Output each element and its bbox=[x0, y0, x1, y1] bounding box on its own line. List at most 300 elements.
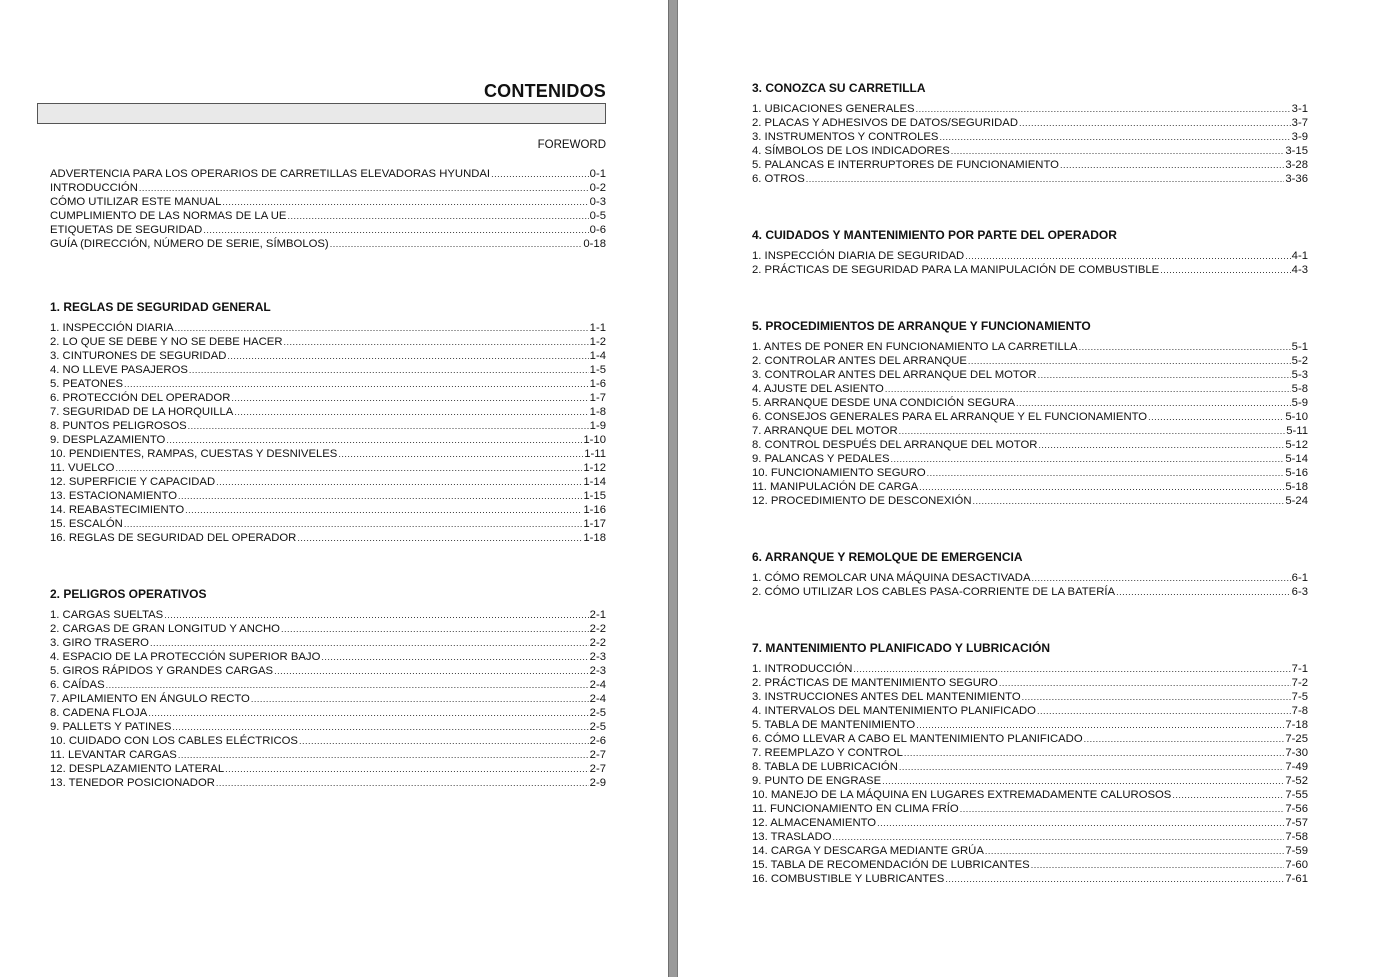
dot-leader bbox=[833, 830, 1285, 844]
toc-entry-label: 8. CADENA FLOJA bbox=[50, 707, 148, 719]
toc-entry bbox=[50, 335, 606, 349]
toc-entry-label: 13. TENEDOR POSICIONADOR bbox=[50, 777, 215, 789]
toc-entry-page: 5-18 bbox=[1285, 481, 1308, 493]
section-title: 6. ARRANQUE Y REMOLQUE DE EMERGENCIA bbox=[752, 550, 1023, 564]
dot-leader bbox=[1022, 690, 1291, 704]
toc-entry-page: 4-3 bbox=[1291, 264, 1308, 276]
toc-entry-label: 2. PRÁCTICAS DE SEGURIDAD PARA LA MANIPULACIÓN DE COMBUSTIBLE bbox=[752, 264, 1160, 276]
dot-leader bbox=[321, 650, 588, 664]
dot-leader bbox=[1084, 732, 1285, 746]
toc-entry-label: 4. INTERVALOS DEL MANTENIMIENTO PLANIFICADO bbox=[752, 705, 1036, 717]
dot-leader bbox=[1037, 704, 1291, 718]
toc-entry-page: 1-16 bbox=[583, 504, 606, 516]
toc-entry-label: 3. INSTRUMENTOS Y CONTROLES bbox=[752, 131, 939, 143]
toc-entry bbox=[50, 531, 606, 545]
toc-list bbox=[752, 340, 1308, 508]
toc-entry bbox=[50, 489, 606, 503]
toc-entry-label: 12. SUPERFICIE Y CAPACIDAD bbox=[50, 476, 216, 488]
toc-list bbox=[50, 167, 606, 251]
toc-entry-page: 7-59 bbox=[1285, 845, 1308, 857]
toc-entry-page: 7-52 bbox=[1285, 775, 1308, 787]
toc-entry-label: 9. PALANCAS Y PEDALES bbox=[752, 453, 890, 465]
toc-entry-page: 5-14 bbox=[1285, 453, 1308, 465]
dot-leader bbox=[166, 433, 582, 447]
toc-entry bbox=[752, 354, 1308, 368]
toc-entry bbox=[752, 676, 1308, 690]
toc-entry-page: 7-57 bbox=[1285, 817, 1308, 829]
dot-leader bbox=[106, 678, 589, 692]
toc-entry-page: 5-16 bbox=[1285, 467, 1308, 479]
dot-leader bbox=[919, 480, 1284, 494]
toc-entry-page: 2-2 bbox=[589, 623, 606, 635]
toc-list bbox=[752, 102, 1308, 186]
toc-entry bbox=[50, 650, 606, 664]
toc-entry-label: 1. CARGAS SUELTAS bbox=[50, 609, 164, 621]
toc-entry-page: 0-3 bbox=[589, 196, 606, 208]
dot-leader bbox=[1038, 438, 1284, 452]
toc-entry-label: 6. CONSEJOS GENERALES PARA EL ARRANQUE Y EL FUNCIONAMIENTO bbox=[752, 411, 1148, 423]
toc-entry-page: 5-8 bbox=[1291, 383, 1308, 395]
toc-entry bbox=[752, 662, 1308, 676]
toc-entry bbox=[50, 475, 606, 489]
toc-entry-page: 2-5 bbox=[589, 721, 606, 733]
toc-section-4 bbox=[752, 228, 1308, 277]
toc-entry bbox=[752, 130, 1308, 144]
toc-entry-page: 3-1 bbox=[1291, 103, 1308, 115]
toc-entry bbox=[50, 349, 606, 363]
toc-entry bbox=[752, 746, 1308, 760]
toc-entry-label: 16. COMBUSTIBLE Y LUBRICANTES bbox=[752, 873, 945, 885]
toc-entry-page: 7-5 bbox=[1291, 691, 1308, 703]
toc-entry bbox=[50, 377, 606, 391]
toc-entry-page: 5-24 bbox=[1285, 495, 1308, 507]
dot-leader bbox=[1031, 858, 1285, 872]
toc-list bbox=[752, 662, 1308, 886]
toc-entry bbox=[752, 102, 1308, 116]
toc-entry-page: 1-18 bbox=[583, 532, 606, 544]
toc-entry-label: 1. UBICACIONES GENERALES bbox=[752, 103, 915, 115]
dot-leader bbox=[916, 718, 1284, 732]
dot-leader bbox=[806, 172, 1285, 186]
toc-entry-label: 10. PENDIENTES, RAMPAS, CUESTAS Y DESNIVELES bbox=[50, 448, 338, 460]
toc-entry bbox=[752, 704, 1308, 718]
toc-entry-label: 7. APILAMIENTO EN ÁNGULO RECTO bbox=[50, 693, 250, 705]
dot-leader bbox=[330, 237, 583, 251]
toc-entry-label: 7. SEGURIDAD DE LA HORQUILLA bbox=[50, 406, 234, 418]
toc-entry bbox=[50, 517, 606, 531]
toc-entry bbox=[752, 144, 1308, 158]
toc-entry bbox=[752, 438, 1308, 452]
toc-entry-page: 5-12 bbox=[1285, 439, 1308, 451]
toc-entry bbox=[752, 158, 1308, 172]
toc-entry-page: 5-1 bbox=[1291, 341, 1308, 353]
toc-entry-page: 6-1 bbox=[1291, 572, 1308, 584]
toc-entry-page: 7-2 bbox=[1291, 677, 1308, 689]
page-gutter bbox=[668, 0, 678, 977]
toc-entry-page: 2-4 bbox=[589, 679, 606, 691]
toc-entry bbox=[50, 762, 606, 776]
dot-leader bbox=[885, 382, 1291, 396]
dot-leader bbox=[216, 776, 589, 790]
toc-entry-label: 5. GIROS RÁPIDOS Y GRANDES CARGAS bbox=[50, 665, 274, 677]
dot-leader bbox=[1116, 585, 1291, 599]
toc-entry-page: 7-61 bbox=[1285, 873, 1308, 885]
dot-leader bbox=[1079, 340, 1291, 354]
toc-entry-page: 1-5 bbox=[589, 364, 606, 376]
toc-entry bbox=[752, 466, 1308, 480]
toc-entry-label: GUÍA (DIRECCIÓN, NÚMERO DE SERIE, SÍMBOLOS) bbox=[50, 238, 329, 250]
toc-entry-page: 2-7 bbox=[589, 749, 606, 761]
toc-entry-label: 2. CÓMO UTILIZAR LOS CABLES PASA-CORRIENTE DE LA BATERÍA bbox=[752, 586, 1116, 598]
toc-entry-label: 11. MANIPULACIÓN DE CARGA bbox=[752, 481, 919, 493]
toc-entry-label: 1. CÓMO REMOLCAR UNA MÁQUINA DESACTIVADA bbox=[752, 572, 1031, 584]
dot-leader bbox=[1016, 396, 1291, 410]
toc-entry-label: 15. ESCALÓN bbox=[50, 518, 123, 530]
toc-entry-label: 15. TABLA DE RECOMENDACIÓN DE LUBRICANTES bbox=[752, 859, 1030, 871]
toc-entry bbox=[50, 720, 606, 734]
dot-leader bbox=[172, 720, 588, 734]
dot-leader bbox=[225, 762, 589, 776]
toc-entry-page: 0-6 bbox=[589, 224, 606, 236]
dot-leader bbox=[227, 349, 588, 363]
section-title: 3. CONOZCA SU CARRETILLA bbox=[752, 81, 926, 95]
dot-leader bbox=[189, 363, 589, 377]
dot-leader bbox=[175, 321, 589, 335]
dot-leader bbox=[185, 503, 582, 517]
section-title: 5. PROCEDIMIENTOS DE ARRANQUE Y FUNCIONAMIENTO bbox=[752, 319, 1091, 333]
toc-entry-label: 2. LO QUE SE DEBE Y NO SE DEBE HACER bbox=[50, 336, 283, 348]
document-title: CONTENIDOS bbox=[483, 81, 606, 101]
toc-entry bbox=[50, 664, 606, 678]
toc-entry bbox=[50, 692, 606, 706]
dot-leader bbox=[1060, 158, 1284, 172]
toc-entry-label: 3. GIRO TRASERO bbox=[50, 637, 149, 649]
toc-entry bbox=[752, 788, 1308, 802]
toc-entry-label: 4. NO LLEVE PASAJEROS bbox=[50, 364, 188, 376]
toc-entry-page: 6-3 bbox=[1291, 586, 1308, 598]
dot-leader bbox=[231, 391, 588, 405]
dot-leader bbox=[124, 517, 583, 531]
toc-entry-label: 4. SÍMBOLOS DE LOS INDICADORES bbox=[752, 145, 950, 157]
toc-list bbox=[50, 608, 606, 790]
toc-entry bbox=[50, 363, 606, 377]
dot-leader bbox=[899, 424, 1286, 438]
toc-entry-label: 5. ARRANQUE DESDE UNA CONDICIÓN SEGURA bbox=[752, 397, 1016, 409]
toc-entry bbox=[752, 452, 1308, 466]
page-left bbox=[0, 0, 668, 977]
page-right bbox=[678, 0, 1389, 977]
toc-entry-page: 2-2 bbox=[589, 637, 606, 649]
dot-leader bbox=[297, 531, 582, 545]
toc-entry-label: 6. CAÍDAS bbox=[50, 679, 105, 691]
toc-entry bbox=[50, 195, 606, 209]
toc-entry bbox=[752, 732, 1308, 746]
dot-leader bbox=[968, 354, 1291, 368]
toc-entry-label: 2. PLACAS Y ADHESIVOS DE DATOS/SEGURIDAD bbox=[752, 117, 1018, 129]
toc-section-2 bbox=[50, 587, 606, 790]
toc-entry bbox=[752, 844, 1308, 858]
toc-entry bbox=[752, 340, 1308, 354]
toc-entry-label: 2. PRÁCTICAS DE MANTENIMIENTO SEGURO bbox=[752, 677, 998, 689]
dot-leader bbox=[124, 377, 589, 391]
dot-leader bbox=[882, 774, 1284, 788]
toc-entry-page: 7-8 bbox=[1291, 705, 1308, 717]
section-title: 4. CUIDADOS Y MANTENIMIENTO POR PARTE DEL OPERADOR bbox=[752, 228, 1117, 242]
toc-entry-page: 2-3 bbox=[589, 651, 606, 663]
toc-entry-label: 14. REABASTECIMIENTO bbox=[50, 504, 185, 516]
section-title: 1. REGLAS DE SEGURIDAD GENERAL bbox=[50, 300, 271, 314]
dot-leader bbox=[891, 452, 1285, 466]
foreword-label: FOREWORD bbox=[537, 139, 606, 151]
toc-entry bbox=[50, 734, 606, 748]
toc-entry bbox=[752, 263, 1308, 277]
dot-leader bbox=[287, 209, 588, 223]
toc-list bbox=[50, 321, 606, 545]
toc-entry-page: 1-4 bbox=[589, 350, 606, 362]
toc-entry bbox=[752, 424, 1308, 438]
toc-entry bbox=[752, 816, 1308, 830]
toc-entry-page: 7-55 bbox=[1285, 789, 1308, 801]
toc-entry bbox=[50, 447, 606, 461]
toc-entry-page: 1-17 bbox=[583, 518, 606, 530]
toc-entry-page: 3-28 bbox=[1285, 159, 1308, 171]
toc-entry-page: 1-8 bbox=[589, 406, 606, 418]
toc-section-3 bbox=[752, 81, 1308, 186]
toc-entry bbox=[50, 503, 606, 517]
dot-leader bbox=[1032, 571, 1291, 585]
dot-leader bbox=[853, 662, 1290, 676]
dot-leader bbox=[338, 447, 583, 461]
toc-list bbox=[752, 249, 1308, 277]
toc-entry-label: 16. REGLAS DE SEGURIDAD DEL OPERADOR bbox=[50, 532, 297, 544]
toc-entry-label: 5. PALANCAS E INTERRUPTORES DE FUNCIONAMIENTO bbox=[752, 159, 1059, 171]
toc-section-6 bbox=[752, 550, 1308, 599]
toc-entry-label: 9. PALLETS Y PATINES bbox=[50, 721, 172, 733]
dot-leader bbox=[115, 461, 582, 475]
toc-entry-label: 10. CUIDADO CON LOS CABLES ELÉCTRICOS bbox=[50, 735, 298, 747]
dot-leader bbox=[939, 130, 1290, 144]
toc-entry bbox=[50, 321, 606, 335]
toc-entry-label: 10. MANEJO DE LA MÁQUINA EN LUGARES EXTREMADAMENTE CALUROSOS bbox=[752, 789, 1172, 801]
toc-entry-page: 1-10 bbox=[583, 434, 606, 446]
section-title: 7. MANTENIMIENTO PLANIFICADO Y LUBRICACIÓN bbox=[752, 641, 1051, 655]
toc-entry-page: 7-1 bbox=[1291, 663, 1308, 675]
toc-entry-page: 5-3 bbox=[1291, 369, 1308, 381]
toc-entry-page: 1-11 bbox=[584, 448, 606, 460]
toc-entry bbox=[50, 223, 606, 237]
toc-entry bbox=[50, 237, 606, 251]
dot-leader bbox=[234, 405, 588, 419]
dot-leader bbox=[178, 748, 589, 762]
toc-entry-page: 5-10 bbox=[1285, 411, 1308, 423]
toc-entry-label: 7. REEMPLAZO Y CONTROL bbox=[752, 747, 903, 759]
toc-entry bbox=[50, 433, 606, 447]
toc-entry-label: 6. PROTECCIÓN DEL OPERADOR bbox=[50, 392, 231, 404]
dot-leader bbox=[284, 335, 589, 349]
dot-leader bbox=[973, 494, 1285, 508]
toc-entry-page: 7-56 bbox=[1285, 803, 1308, 815]
toc-entry-page: 2-4 bbox=[589, 693, 606, 705]
toc-entry bbox=[50, 405, 606, 419]
toc-entry bbox=[752, 872, 1308, 886]
dot-leader bbox=[1172, 788, 1284, 802]
toc-entry-label: 12. DESPLAZAMIENTO LATERAL bbox=[50, 763, 225, 775]
dot-leader bbox=[985, 844, 1285, 858]
toc-entry-page: 3-7 bbox=[1291, 117, 1308, 129]
toc-entry-label: 4. AJUSTE DEL ASIENTO bbox=[752, 383, 884, 395]
toc-entry-page: 1-1 bbox=[589, 322, 606, 334]
toc-entry-label: 13. TRASLADO bbox=[752, 831, 832, 843]
toc-entry bbox=[50, 181, 606, 195]
toc-section-1 bbox=[50, 300, 606, 545]
toc-entry-page: 7-58 bbox=[1285, 831, 1308, 843]
toc-entry-page: 7-25 bbox=[1285, 733, 1308, 745]
toc-entry-label: 2. CARGAS DE GRAN LONGITUD Y ANCHO bbox=[50, 623, 280, 635]
toc-entry bbox=[752, 585, 1308, 599]
toc-section-7 bbox=[752, 641, 1308, 886]
toc-entry-label: 8. PUNTOS PELIGROSOS bbox=[50, 420, 187, 432]
dot-leader bbox=[1160, 263, 1290, 277]
toc-entry-label: 11. LEVANTAR CARGAS bbox=[50, 749, 177, 761]
toc-entry bbox=[50, 678, 606, 692]
toc-entry-page: 1-12 bbox=[583, 462, 606, 474]
dot-leader bbox=[164, 608, 588, 622]
toc-entry bbox=[752, 494, 1308, 508]
toc-entry-label: 7. ARRANQUE DEL MOTOR bbox=[752, 425, 898, 437]
toc-entry bbox=[50, 748, 606, 762]
dot-leader bbox=[251, 692, 589, 706]
toc-entry-page: 2-3 bbox=[589, 665, 606, 677]
dot-leader bbox=[877, 816, 1284, 830]
dot-leader bbox=[1038, 368, 1291, 382]
toc-entry bbox=[752, 774, 1308, 788]
toc-entry-page: 2-1 bbox=[589, 609, 606, 621]
dot-leader bbox=[1148, 410, 1284, 424]
dot-leader bbox=[148, 706, 588, 720]
toc-entry-label: 2. CONTROLAR ANTES DEL ARRANQUE bbox=[752, 355, 967, 367]
toc-entry-page: 1-2 bbox=[589, 336, 606, 348]
toc-entry-label: 9. PUNTO DE ENGRASE bbox=[752, 775, 882, 787]
toc-entry-label: 3. INSTRUCCIONES ANTES DEL MANTENIMIENTO bbox=[752, 691, 1021, 703]
toc-entry-page: 7-30 bbox=[1285, 747, 1308, 759]
toc-entry bbox=[752, 396, 1308, 410]
dot-leader bbox=[899, 760, 1285, 774]
toc-entry-page: 0-1 bbox=[589, 168, 606, 180]
dot-leader bbox=[188, 419, 589, 433]
toc-entry-label: 1. INSPECCIÓN DIARIA DE SEGURIDAD bbox=[752, 250, 965, 262]
toc-entry-label: 12. ALMACENAMIENTO bbox=[752, 817, 877, 829]
dot-leader bbox=[178, 489, 582, 503]
toc-entry bbox=[752, 802, 1308, 816]
toc-entry bbox=[752, 172, 1308, 186]
toc-entry bbox=[752, 571, 1308, 585]
toc-entry bbox=[752, 760, 1308, 774]
toc-entry-page: 5-11 bbox=[1286, 425, 1308, 437]
dot-leader bbox=[491, 167, 589, 181]
toc-entry bbox=[50, 167, 606, 181]
toc-entry bbox=[50, 776, 606, 790]
dot-leader bbox=[999, 676, 1291, 690]
toc-entry bbox=[752, 410, 1308, 424]
toc-entry bbox=[752, 858, 1308, 872]
title-rule-box bbox=[37, 103, 606, 124]
dot-leader bbox=[203, 223, 588, 237]
toc-entry-page: 7-18 bbox=[1285, 719, 1308, 731]
toc-entry bbox=[50, 608, 606, 622]
toc-entry-page: 7-49 bbox=[1285, 761, 1308, 773]
toc-entry bbox=[752, 690, 1308, 704]
toc-entry-label: 8. TABLA DE LUBRICACIÓN bbox=[752, 761, 898, 773]
toc-entry-label: 1. INSPECCIÓN DIARIA bbox=[50, 322, 174, 334]
toc-entry-page: 3-36 bbox=[1285, 173, 1308, 185]
dot-leader bbox=[299, 734, 589, 748]
toc-entry-label: 5. TABLA DE MANTENIMIENTO bbox=[752, 719, 916, 731]
toc-entry-page: 2-6 bbox=[589, 735, 606, 747]
dot-leader bbox=[916, 102, 1291, 116]
toc-section-5 bbox=[752, 319, 1308, 508]
toc-entry-page: 0-2 bbox=[589, 182, 606, 194]
toc-entry bbox=[50, 419, 606, 433]
toc-entry bbox=[752, 368, 1308, 382]
toc-entry-label: INTRODUCCIÓN bbox=[50, 182, 138, 194]
toc-entry-page: 5-9 bbox=[1291, 397, 1308, 409]
toc-entry-label: 11. FUNCIONAMIENTO EN CLIMA FRÍO bbox=[752, 803, 959, 815]
toc-entry-page: 7-60 bbox=[1285, 859, 1308, 871]
toc-entry bbox=[50, 706, 606, 720]
toc-entry bbox=[752, 116, 1308, 130]
toc-entry-page: 0-5 bbox=[589, 210, 606, 222]
dot-leader bbox=[1019, 116, 1291, 130]
toc-list bbox=[752, 571, 1308, 599]
dot-leader bbox=[927, 466, 1285, 480]
toc-entry-page: 2-5 bbox=[589, 707, 606, 719]
toc-entry-label: 14. CARGA Y DESCARGA MEDIANTE GRÚA bbox=[752, 845, 984, 857]
toc-entry-page: 1-14 bbox=[583, 476, 606, 488]
toc-entry-page: 1-9 bbox=[589, 420, 606, 432]
toc-entry bbox=[752, 830, 1308, 844]
toc-entry-page: 2-7 bbox=[589, 763, 606, 775]
toc-entry bbox=[50, 209, 606, 223]
toc-entry-label: 6. CÓMO LLEVAR A CABO EL MANTENIMIENTO PLANIFICADO bbox=[752, 733, 1083, 745]
toc-entry-label: 5. PEATONES bbox=[50, 378, 124, 390]
dot-leader bbox=[904, 746, 1284, 760]
toc-entry-label: CUMPLIMIENTO DE LAS NORMAS DE LA UE bbox=[50, 210, 287, 222]
toc-entry-label: 4. ESPACIO DE LA PROTECCIÓN SUPERIOR BAJO bbox=[50, 651, 321, 663]
toc-entry-label: 12. PROCEDIMIENTO DE DESCONEXIÓN bbox=[752, 495, 972, 507]
section-title: 2. PELIGROS OPERATIVOS bbox=[50, 587, 207, 601]
toc-entry-page: 1-15 bbox=[583, 490, 606, 502]
toc-entry-label: 10. FUNCIONAMIENTO SEGURO bbox=[752, 467, 926, 479]
toc-entry-page: 5-2 bbox=[1291, 355, 1308, 367]
toc-entry-label: 9. DESPLAZAMIENTO bbox=[50, 434, 166, 446]
toc-entry bbox=[752, 249, 1308, 263]
toc-entry bbox=[50, 636, 606, 650]
dot-leader bbox=[216, 475, 582, 489]
dot-leader bbox=[951, 144, 1285, 158]
dot-leader bbox=[222, 195, 588, 209]
toc-entry-page: 3-15 bbox=[1285, 145, 1308, 157]
dot-leader bbox=[281, 622, 589, 636]
toc-entry bbox=[50, 622, 606, 636]
toc-entry-label: 8. CONTROL DESPUÉS DEL ARRANQUE DEL MOTOR bbox=[752, 439, 1038, 451]
toc-entry-label: 6. OTROS bbox=[752, 173, 805, 185]
toc-entry-page: 1-6 bbox=[589, 378, 606, 390]
toc-entry-label: ADVERTENCIA PARA LOS OPERARIOS DE CARRETILLAS ELEVADORAS HYUNDAI bbox=[50, 168, 491, 180]
toc-entry bbox=[50, 391, 606, 405]
dot-leader bbox=[274, 664, 589, 678]
dot-leader bbox=[150, 636, 589, 650]
toc-entry bbox=[752, 718, 1308, 732]
